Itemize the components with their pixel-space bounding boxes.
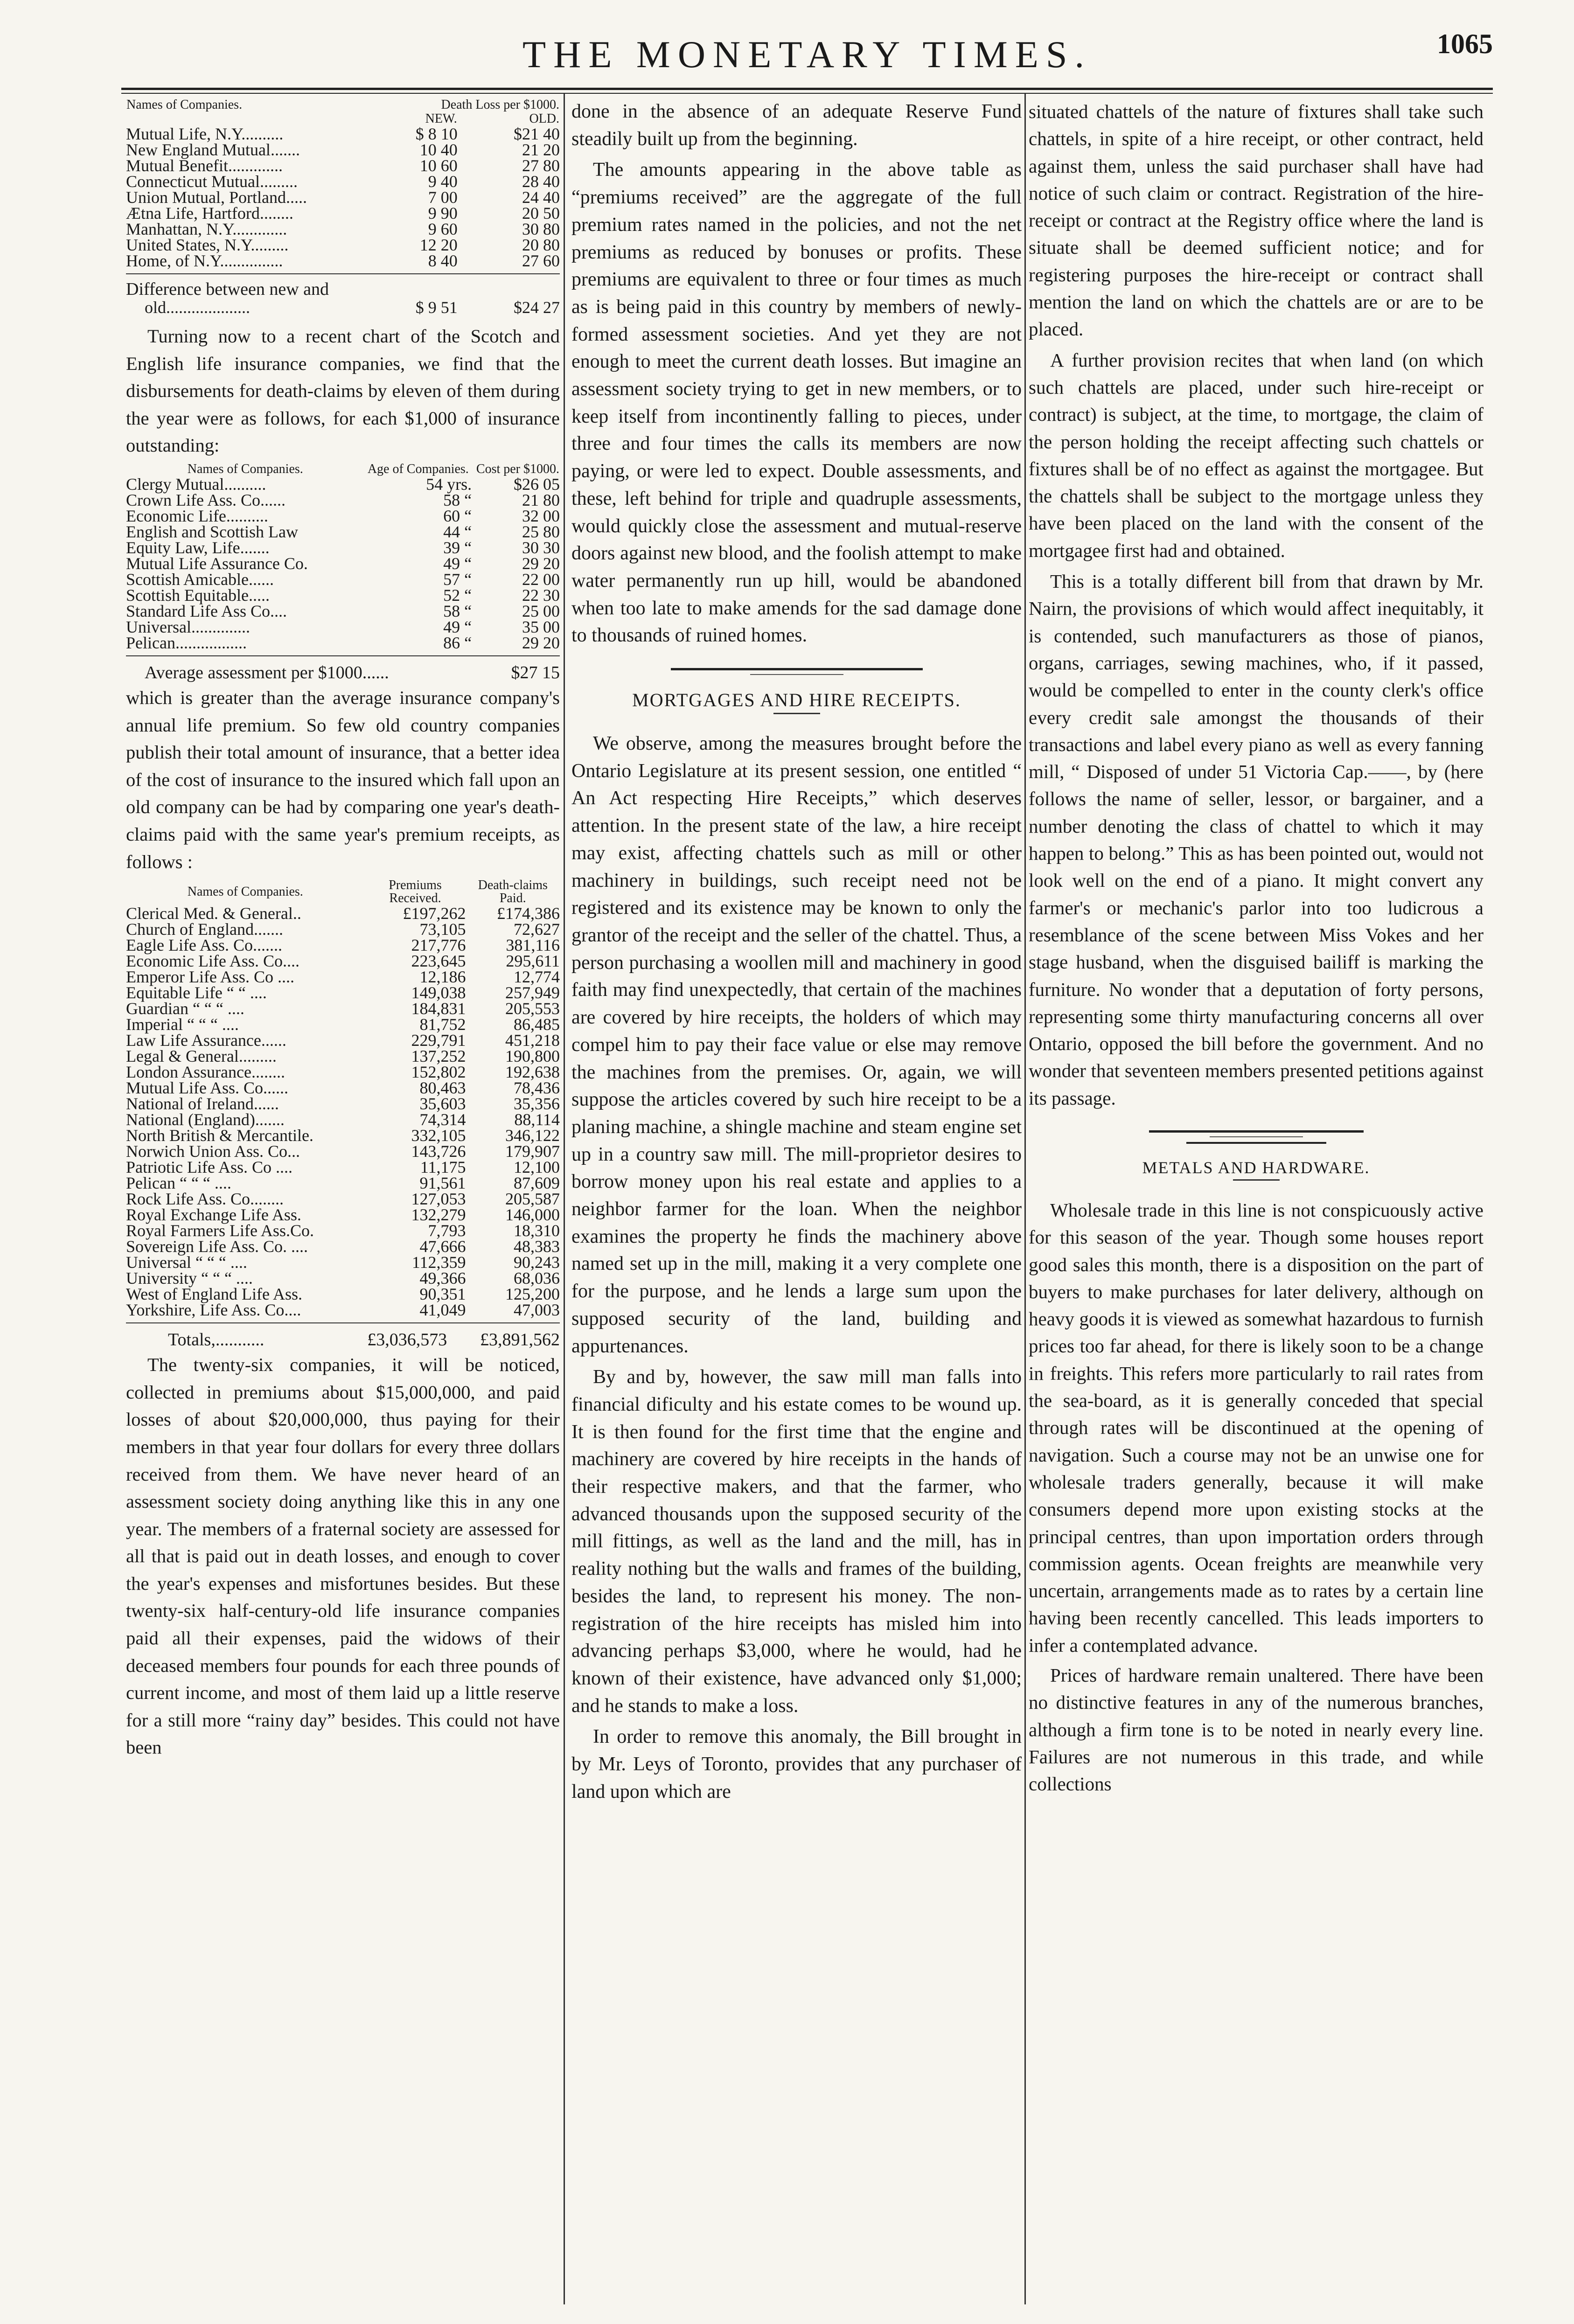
table-row [126,205,560,221]
table-cell-claims: 87,609 [514,1174,560,1193]
table-cell-name: Rock Life Ass. Co........ [126,1190,284,1209]
table-cell-name: Sovereign Life Ass. Co. .... [126,1237,308,1256]
table-cell-name: London Assurance........ [126,1063,285,1082]
table-row [126,1270,560,1286]
average-value: $27 15 [511,662,560,682]
table-cell-old: 30 80 [522,220,560,238]
table-row [126,1080,560,1096]
table-cell-claims: 205,553 [505,999,560,1018]
table-header-names: Names of Companies. [187,884,303,899]
paragraph: Wholesale trade in this line is not conspicuously active for this season of the year. Though some houses report good sales this month, there is a disposition on the part of buyers to make purchases for later delivery, although on heavy goods it is viewed as somewhat hazardous to furnish prices too far ahead, for there is likely soon to be a change in freights. This refers more particularly to rail rates from the sea-board, as it is generally conceded that special through rates will be discontinued at the opening of navigation. Such a course may not be an unwise one for wholesale traders generally, because it will make consumers depend more upon existing stocks at the principal centres, than upon importation orders through commission agents. Ocean freights are meanwhile very uncertain, arrangements made as to rates by a certain line having been recently cancelled. This leads importers to infer a contemplated advance. [1029,1199,1483,1656]
table-cell-prem: 91,561 [419,1174,466,1193]
table-cell-name: United States, N.Y......... [126,236,289,254]
table-cell-prem: 217,776 [411,936,466,955]
table-cell-prem: 152,802 [411,1063,466,1082]
table-cell-prem: 132,279 [411,1205,466,1225]
table-cell-age: 52 “ [443,585,472,605]
table-row [126,524,560,540]
table-cell-name: North British & Mercantile. [126,1126,313,1145]
table-row [126,1223,560,1239]
table-cell-age: 58 “ [443,490,472,509]
table-separator [126,655,560,656]
table-cell-name: Eagle Life Ass. Co....... [126,936,282,955]
table-cell-prem: 81,752 [419,1015,466,1034]
table-row [126,1112,560,1127]
table-cell-cost: 21 80 [522,490,560,509]
table-cell-claims: 205,587 [505,1190,560,1209]
table-cell-claims: 35,356 [514,1094,560,1113]
table-row [126,587,560,603]
table-cell-name: Scottish Equitable..... [126,585,270,605]
table-cell-name: Clerical Med. & General.. [126,904,301,923]
table-row [126,1096,560,1112]
table-row [126,1159,560,1175]
table-cell-old: 20 80 [522,236,560,254]
table-cell-name: Emperor Life Ass. Co .... [126,967,294,987]
table-row [126,969,560,985]
table-row [126,508,560,524]
table-cell-claims: 86,485 [514,1015,560,1034]
table-row [126,953,560,969]
table-header-group: Death Loss per $1000. [441,98,559,112]
difference-label: Difference between new and [126,279,329,299]
table-cell-name: Patriotic Life Ass. Co .... [126,1158,293,1177]
table-row [126,571,560,587]
table-row [126,1191,560,1207]
column-divider-1 [564,93,565,2304]
table-cell-name: Mutual Benefit............. [126,156,283,175]
table-cell-new: 7 00 [428,188,458,207]
table-cell-name: Mutual Life Ass. Co...... [126,1079,288,1098]
table-cell-prem: 35,603 [419,1094,466,1113]
table-cell-claims: 125,200 [505,1285,560,1304]
table-cell-prem: £197,262 [403,904,466,923]
table-cell-name: Standard Life Ass Co.... [126,601,287,620]
section-divider [1130,1130,1382,1144]
table-row [126,985,560,1001]
table-cell-old: 24 40 [522,188,560,207]
table-cell-name: Equity Law, Life....... [126,538,270,557]
totals-label: Totals,........... [168,1330,265,1350]
table-cell-name: University “ “ “ .... [126,1269,253,1288]
table-row [126,142,560,158]
table-cell-name: West of England Life Ass. [126,1285,303,1304]
table-cell-name: Home, of N.Y............... [126,251,283,270]
table-cell-name: Economic Life.......... [126,506,268,525]
paragraph: situated chattels of the nature of fixtures shall take such chattels, in spite of a hire receipt, or other contract, held against them, unless the said purchaser shall have had notice of such claim or contract. Registration of the hire-receipt or contract at the Registry office where the land is situate shall be deemed sufficient notice; and for registering purposes the hire-receipt or contract shall mention the land on which the chattels are or are to be placed. [1029,101,1483,340]
table-cell-age: 39 “ [443,538,472,557]
table-cell-prem: 7,793 [428,1221,466,1240]
table-header-age: Age of Companies. [367,461,469,476]
table-cell-cost: 22 00 [522,570,560,589]
table-cell-claims: 381,116 [506,936,560,955]
table-cell-old: 28 40 [522,172,560,191]
table-row [126,1064,560,1080]
table-cell-new: 9 60 [428,220,458,238]
table-cell-name: Church of England....... [126,920,283,939]
column-divider-2 [1024,93,1026,2304]
totals-row [126,1328,560,1351]
table-cell-claims: 12,100 [514,1158,560,1177]
table-cell-new: 10 60 [419,156,458,175]
table-cell-name: Law Life Assurance...... [126,1031,286,1050]
table-row [126,221,560,237]
table-cell-name: Pelican “ “ “ .... [126,1174,231,1193]
table-cell-prem: 11,175 [420,1158,466,1177]
table-cell-age: 49 “ [443,554,472,573]
table-cell-claims: 146,000 [505,1205,560,1225]
difference-row [126,299,560,315]
table-cell-name: Crown Life Ass. Co...... [126,490,286,509]
table-cell-claims: 48,383 [514,1237,560,1256]
column-2 [571,98,1022,2300]
table-cell-name: Universal “ “ “ .... [126,1253,247,1272]
table-cell-claims: 88,114 [514,1110,560,1129]
table-cell-name: Yorkshire, Life Ass. Co.... [126,1301,301,1320]
table-header-names: Names of Companies. [187,461,303,476]
table-cell-claims: 295,611 [506,952,560,971]
table-cell-name: Union Mutual, Portland..... [126,188,307,207]
table-cell-claims: 18,310 [514,1221,560,1240]
table-cell-prem: 223,645 [411,952,466,971]
table-cell-age: 57 “ [443,570,472,589]
difference-label-2: old.................... [145,298,251,317]
table-row [126,1127,560,1143]
table-cell-name: Imperial “ “ “ .... [126,1015,239,1034]
table-row [126,556,560,571]
paragraph: which is greater than the average insurance company's annual life premium. So few old country companies publish their total amount of insurance, that a better idea of the cost of insurance to the insured which fall upon an old company can be had by comparing one year's death-claims paid with the same year's premium receipts, as follows : [126,687,560,872]
table-cell-claims: 47,003 [514,1301,560,1320]
paragraph: done in the absence of an adequate Reserve Fund steadily built up from the beginning. [571,101,1022,150]
table-row [126,1001,560,1016]
table-cell-old: 20 50 [522,204,560,223]
table-cell-prem: 112,359 [411,1253,466,1272]
table-cell-claims: 192,638 [505,1063,560,1082]
table-row [126,1302,560,1318]
table-row [126,1143,560,1159]
table-cell-name: Clergy Mutual.......... [126,474,266,494]
table-cell-old: 27 80 [522,156,560,175]
table-cell-name: Economic Life Ass. Co.... [126,952,299,971]
table-row [126,619,560,635]
table-cell-claims: 78,436 [514,1079,560,1098]
table-row [126,158,560,174]
table-header-premiums: Premiums Received. [389,878,442,906]
table-cell-name: National of Ireland...... [126,1094,279,1113]
table-row [126,937,560,953]
table-cell-name: English and Scottish Law [126,522,298,541]
table-cell-prem: 143,726 [411,1142,466,1161]
difference-new: $ 9 51 [415,298,458,317]
section-heading-mortgages: MORTGAGES AND HIRE RECEIPTS. [632,689,961,711]
table-row [126,492,560,508]
table-row [126,603,560,619]
table-cell-prem: 47,666 [419,1237,466,1256]
table-cell-name: Mutual Life Assurance Co. [126,554,308,573]
table-row [126,905,560,921]
masthead [121,28,1493,79]
table-row [126,1207,560,1223]
table-cell-cost: 22 30 [522,585,560,605]
totals-claims: £3,891,562 [480,1330,560,1350]
table-cell-name: Norwich Union Ass. Co... [126,1142,300,1161]
table-cell-old: 21 20 [522,140,560,159]
column-1 [126,98,560,2300]
table-cell-age: 58 “ [443,601,472,620]
table-cell-new: 8 40 [428,251,458,270]
paragraph: The amounts appearing in the above table as “premiums received” are the aggregate of the full premium rates named in the policies, and not the net premiums as reduced by bonuses or profits. These premiums are equivalent to three or four times as much as is being paid in this country by members of newly-formed assessment societies. And yet they are not enough to meet the current death losses. But imagine an assessment society trying to get in new members, or to keep itself from incontinently falling to pieces, under three and four times the calls its members are now paying, or were led to expect. Double assessments, and these, left behind for triple and quadruple assessments, would quickly close the assessment and mutual-reserve doors against new blood, and the foolish attempt to make water permanently run up hill, would be abandoned when too late to make amends for the sad damage done to thousands of ruined homes. [571,159,1022,647]
table-cell-prem: 12,186 [419,967,466,987]
table-row [126,237,560,253]
average-label: Average assessment per $1000...... [145,662,389,682]
table-cell-claims: 257,949 [505,983,560,1002]
table-cell-prem: 127,053 [411,1190,466,1209]
table-cell-name: Royal Farmers Life Ass.Co. [126,1221,314,1240]
table-cell-prem: 184,831 [411,999,466,1018]
table-header-claims: Death-claims Paid. [478,878,548,906]
table-cell-claims: 451,218 [505,1031,560,1050]
section-heading-metals: METALS AND HARDWARE. [1142,1158,1370,1177]
table-cell-claims: £174,386 [497,904,560,923]
table-cell-prem: 90,351 [419,1285,466,1304]
table-cell-cost: 25 80 [522,522,560,541]
table-cell-name: Pelican................. [126,633,247,652]
premiums-claims-table [126,878,560,1318]
average-row [126,661,560,684]
table-row [126,540,560,556]
table-cell-cost: 35 00 [522,617,560,636]
masthead-rule-thin [121,93,1493,94]
table-cell-new: 10 40 [419,140,458,159]
section-divider [671,668,923,675]
table-cell-prem: 41,049 [419,1301,466,1320]
table-row [126,476,560,492]
table-cell-age: 44 “ [443,522,472,541]
table-cell-age: 54 yrs. [426,474,472,494]
table-cell-prem: 229,791 [411,1031,466,1050]
table-row [126,1048,560,1064]
table-row [126,635,560,651]
newspaper-title: THE MONETARY TIMES. [522,33,1092,76]
heading-rule [1233,1179,1280,1181]
table-cell-claims: 90,243 [514,1253,560,1272]
table-cell-claims: 179,907 [505,1142,560,1161]
table-cell-name: Connecticut Mutual......... [126,172,298,191]
table-cell-claims: 68,036 [514,1269,560,1288]
table-cell-old: 27 60 [522,251,560,270]
table-cell-cost: 25 00 [522,601,560,620]
table-cell-prem: 149,038 [411,983,466,1002]
table-header-cost: Cost per $1000. [476,461,559,476]
table-cell-name: Universal.............. [126,617,250,636]
totals-premiums: £3,036,573 [367,1330,447,1350]
table-cell-cost: 30 30 [522,538,560,557]
table-cell-name: Guardian “ “ “ .... [126,999,244,1018]
table-cell-prem: 332,105 [411,1126,466,1145]
table-cell-prem: 80,463 [419,1079,466,1098]
paragraph: Turning now to a recent chart of the Scotch and English life insurance companies, we find that the disbursements for death-claims by eleven of them during the year were as follows, for each $1,000 of insurance outstanding: [126,326,560,456]
table-cell-prem: 49,366 [419,1269,466,1288]
paragraph: A further provision recites that when land (on which such chattels are placed, under such hire-receipt or contract) is subject, at the time, to mortgage, the claim of the person holding the receipt affecting such chattels or fixtures shall be of no effect as against the mortgagee. But the chattels shall be subject to the mortgage unless they have been placed on the land with the consent of the mortgagee first had and obtained. [1029,349,1483,561]
paragraph: Prices of hardware remain unaltered. There have been no distinctive features in any of the numerous branches, although a firm tone is to be noted in nearly every line. Failures are not numerous in this trade, and while collections [1029,1664,1483,1795]
table-cell-new: $ 8 10 [415,125,458,143]
column-3 [1029,98,1483,2300]
table-cell-old: $21 40 [514,125,560,143]
table-cell-age: 49 “ [443,617,472,636]
masthead-rule-thick [121,88,1493,90]
table-cell-new: 12 20 [419,236,458,254]
table-row [126,1239,560,1254]
table-row [126,253,560,269]
table-header-names: Names of Companies. [126,98,243,112]
table-header-new: NEW. [425,111,457,126]
table-row [126,189,560,205]
table-separator [126,273,560,274]
paragraph: The twenty-six companies, it will be noticed, collected in premiums about $15,000,000, and paid losses of about $20,000,000, thus paying for their members in that year four dollars for every three dollars received from them. We have never heard of an assessment society doing anything like this in any one year. The members of a fraternal society are assessed for all that is paid out in death losses, and enough to cover the year's expenses and misfortunes besides. But these twenty-six half-century-old life insurance companies paid all their expenses, paid the widows of their deceased members four pounds for each three pounds of current income, and most of them laid up a little reserve for a still more “rainy day” besides. This could not have been [126,1354,560,1758]
table-cell-claims: 346,122 [505,1126,560,1145]
table-cell-cost: 32 00 [522,506,560,525]
table-cell-claims: 190,800 [505,1047,560,1066]
table-cell-name: New England Mutual....... [126,140,300,159]
paragraph: In order to remove this anomaly, the Bill brought in by Mr. Leys of Toronto, provides that any purchaser of land upon which are [571,1726,1022,1802]
table-cell-claims: 72,627 [514,920,560,939]
paragraph: We observe, among the measures brought before the Ontario Legislature at its present session, one entitled “ An Act respecting Hire Receipts,” which deserves attention. In the present state of the law, a hire receipt may exist, affecting chattels such as mill or other machinery in buildings, such receipt need not be registered and its existence may be known to only the grantor of the receipt and the seller of the chattel. Thus, a person purchasing a woollen mill and machinery in good faith may find unexpectedly, that certain of the machines are covered by hire receipts, the holders of which may compel him to pay their face value or else may remove the machines from the premises. Or, again, we will suppose the articles covered by such hire receipt to be a planing machine, a shingle machine and steam engine set up in a country saw mill. The mill-proprietor desires to borrow money upon his real estate and applies to a neighbor farmer for the loan. When the neighbor examines the property he finds the machinery above named set up in the mill, making it a very complete one for the purpose, and he lends a large sum upon the supposed security of the land, building and appurtenances. [571,733,1022,1357]
table-separator [126,1322,560,1323]
paragraph: By and by, however, the saw mill man falls into financial dificulty and his estate comes to be wound up. It is then found for the first time that the engine and machinery are covered by hire receipts in the hands of their respective makers, and that the farmer, who advanced thousands upon the supposed security of the mill fittings, as well as the land and the mill, has in reality nothing but the walls and frames of the building, besides the land, to represent his money. The non-registration of the hire receipts has misled him into advancing perhaps $3,000, where he would, had he known of their existence, have advanced only $1,000; and he stands to make a loss. [571,1366,1022,1717]
table-cell-claims: 12,774 [514,967,560,987]
table-cell-age: 86 “ [443,633,472,652]
table-cell-name: Royal Exchange Life Ass. [126,1205,301,1225]
age-cost-table [126,462,560,651]
table-cell-cost: 29 20 [522,554,560,573]
table-row [126,1016,560,1032]
table-cell-name: Legal & General......... [126,1047,277,1066]
table-row [126,921,560,937]
table-cell-new: 9 90 [428,204,458,223]
table-cell-name: Scottish Amicable...... [126,570,274,589]
table-cell-name: Equitable Life “ “ .... [126,983,267,1002]
death-loss-table [126,98,560,269]
table-row [126,174,560,189]
table-cell-age: 60 “ [443,506,472,525]
table-cell-cost: $26 05 [514,474,560,494]
table-header-old: OLD. [529,111,559,126]
heading-rule [773,713,820,714]
table-cell-new: 9 40 [428,172,458,191]
table-cell-name: Mutual Life, N.Y.......... [126,125,284,143]
table-cell-prem: 137,252 [411,1047,466,1066]
table-cell-cost: 29 20 [522,633,560,652]
table-row [126,1032,560,1048]
table-cell-name: Ætna Life, Hartford........ [126,204,293,223]
table-cell-name: Manhattan, N.Y............. [126,220,287,238]
table-cell-prem: 73,105 [419,920,466,939]
table-row [126,1254,560,1270]
table-row [126,126,560,142]
table-cell-name: National (England)....... [126,1110,285,1129]
paragraph: This is a totally different bill from that drawn by Mr. Nairn, the provisions of which would affect inequitably, it is contended, such manufacturers as those of pianos, organs, carriages, sewing machines, who, if it passed, would be compelled to enter in the county clerk's office every credit sale amongst the thousands of their transactions and label every piano as well as every fanning mill, “ Disposed of under 51 Victoria Cap.——, by (here follows the name of seller, lessor, or bargainer, and a number denoting the class of chattel to which it may happen to belong.” This as has been pointed out, would not look well on the end of a piano. It might convert any farmer's or mechanic's parlor into too ludicrous a resemblance of the scene between Miss Vokes and her stage husband, when the disguised bailiff is marking the furniture. No wonder that a deputation of forty persons, representing some thirty manufacturing concerns all over Ontario, opposed the bill before the government. And no wonder that seventeen members presented petitions against its passage. [1029,571,1483,1109]
table-row [126,1286,560,1302]
difference-old: $24 27 [514,298,560,317]
table-cell-prem: 74,314 [419,1110,466,1129]
page-number: 1065 [1437,28,1493,59]
table-row [126,1175,560,1191]
